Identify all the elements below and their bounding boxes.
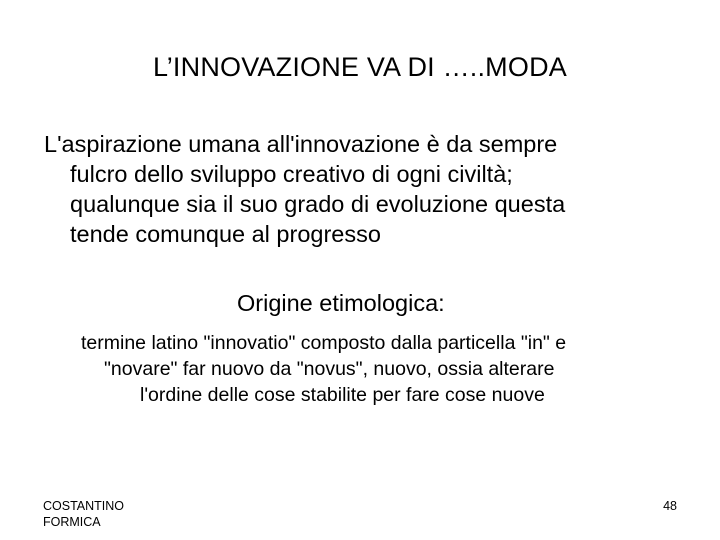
- body-paragraph: [44, 129, 684, 249]
- body-line: fulcro dello sviluppo creativo di ogni civiltà;: [70, 161, 513, 187]
- body-line: tende comunque al progresso: [70, 221, 381, 247]
- body-line: L'aspirazione umana all'innovazione è da sempre: [44, 131, 558, 157]
- etymology-line: l'ordine delle cose stabilite per fare cose nuove: [140, 384, 545, 406]
- etymology-line: termine latino "innovatio" composto dalla particella "in" e: [81, 332, 567, 354]
- author-last-name: FORMICA: [43, 515, 101, 529]
- body-line: qualunque sia il suo grado di evoluzione questa: [70, 191, 566, 217]
- etymology-heading: Origine etimologica:: [237, 290, 445, 316]
- page-number: 48: [663, 499, 677, 513]
- etymology-line: "novare" far nuovo da "novus", nuovo, ossia alterare: [104, 358, 555, 380]
- footer-author: [43, 498, 124, 530]
- slide-title: L’INNOVAZIONE VA DI …..MODA: [153, 52, 567, 82]
- author-first-name: COSTANTINO: [43, 499, 125, 513]
